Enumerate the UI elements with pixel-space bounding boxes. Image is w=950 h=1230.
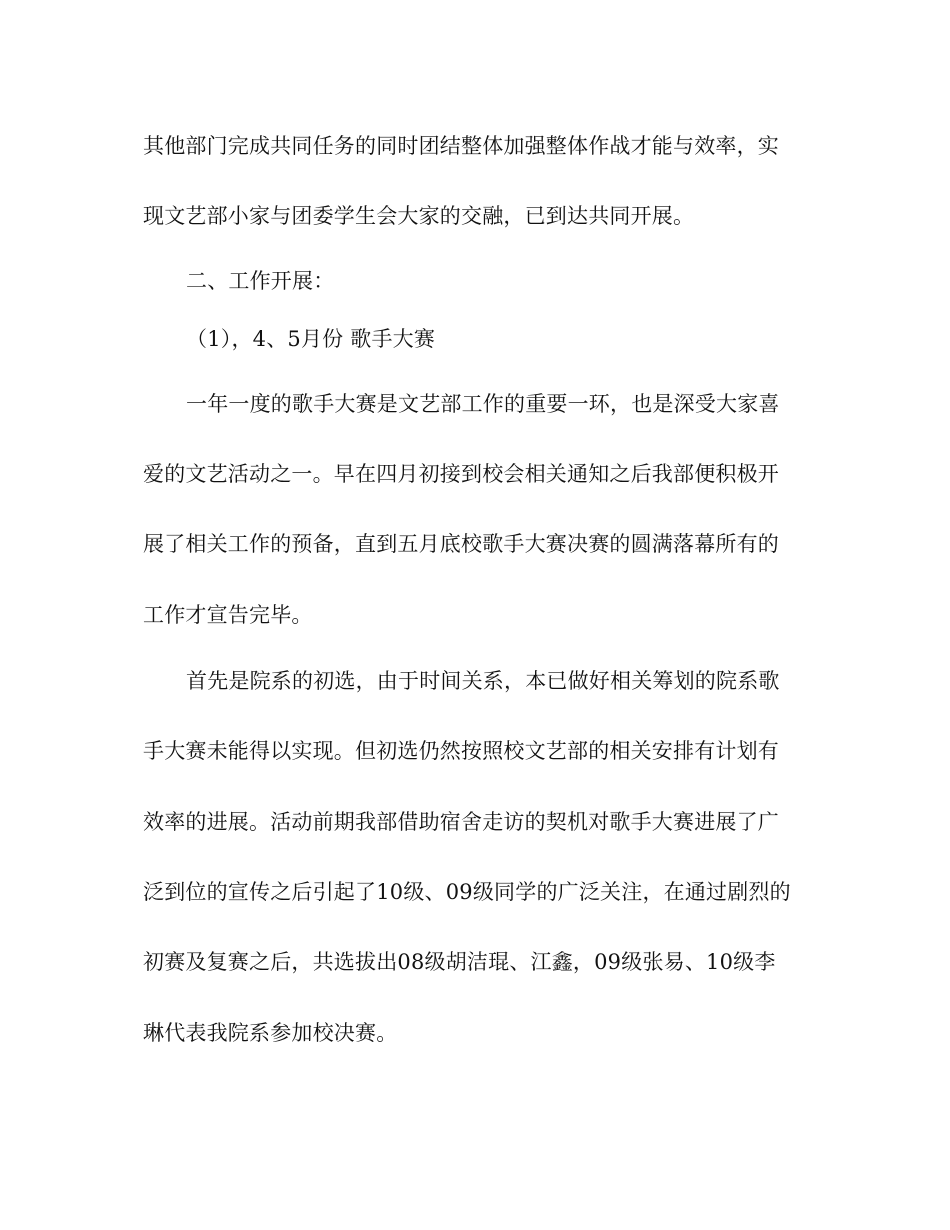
paragraph-line-10: 泛到位的宣传之后引起了10级、09级同学的广泛关注，在通过剧烈的: [143, 880, 791, 904]
paragraph-line-4: 爱的文艺活动之一。早在四月初接到校会相关通知之后我部便积极开: [143, 462, 779, 486]
paragraph-line-7: 首先是院系的初选，由于时间关系，本已做好相关筹划的院系歌: [186, 669, 780, 693]
paragraph-line-11: 初赛及复赛之后，共选拔出08级胡洁琨、江鑫，09级张易、10级李: [143, 950, 776, 974]
paragraph-line-8: 手大赛未能得以实现。但初选仍然按照校文艺部的相关安排有计划有: [143, 739, 779, 763]
paragraph-line-3: 一年一度的歌手大赛是文艺部工作的重要一环，也是深受大家喜: [186, 392, 780, 416]
subsection-heading: （1），4、5月份 歌手大赛: [186, 327, 436, 351]
paragraph-line-9: 效率的进展。活动前期我部借助宿舍走访的契机对歌手大赛进展了广: [143, 810, 779, 834]
paragraph-line-12: 琳代表我院系参加校决赛。: [143, 1021, 398, 1045]
paragraph-line-6: 工作才宣告完毕。: [143, 603, 313, 627]
section-heading: 二、工作开展：: [186, 269, 335, 293]
paragraph-line-2: 现文艺部小家与团委学生会大家的交融，已到达共同开展。: [143, 204, 695, 228]
paragraph-line-5: 展了相关工作的预备，直到五月底校歌手大赛决赛的圆满落幕所有的: [143, 532, 779, 556]
paragraph-line-1: 其他部门完成共同任务的同时团结整体加强整体作战才能与效率，实: [143, 134, 779, 158]
